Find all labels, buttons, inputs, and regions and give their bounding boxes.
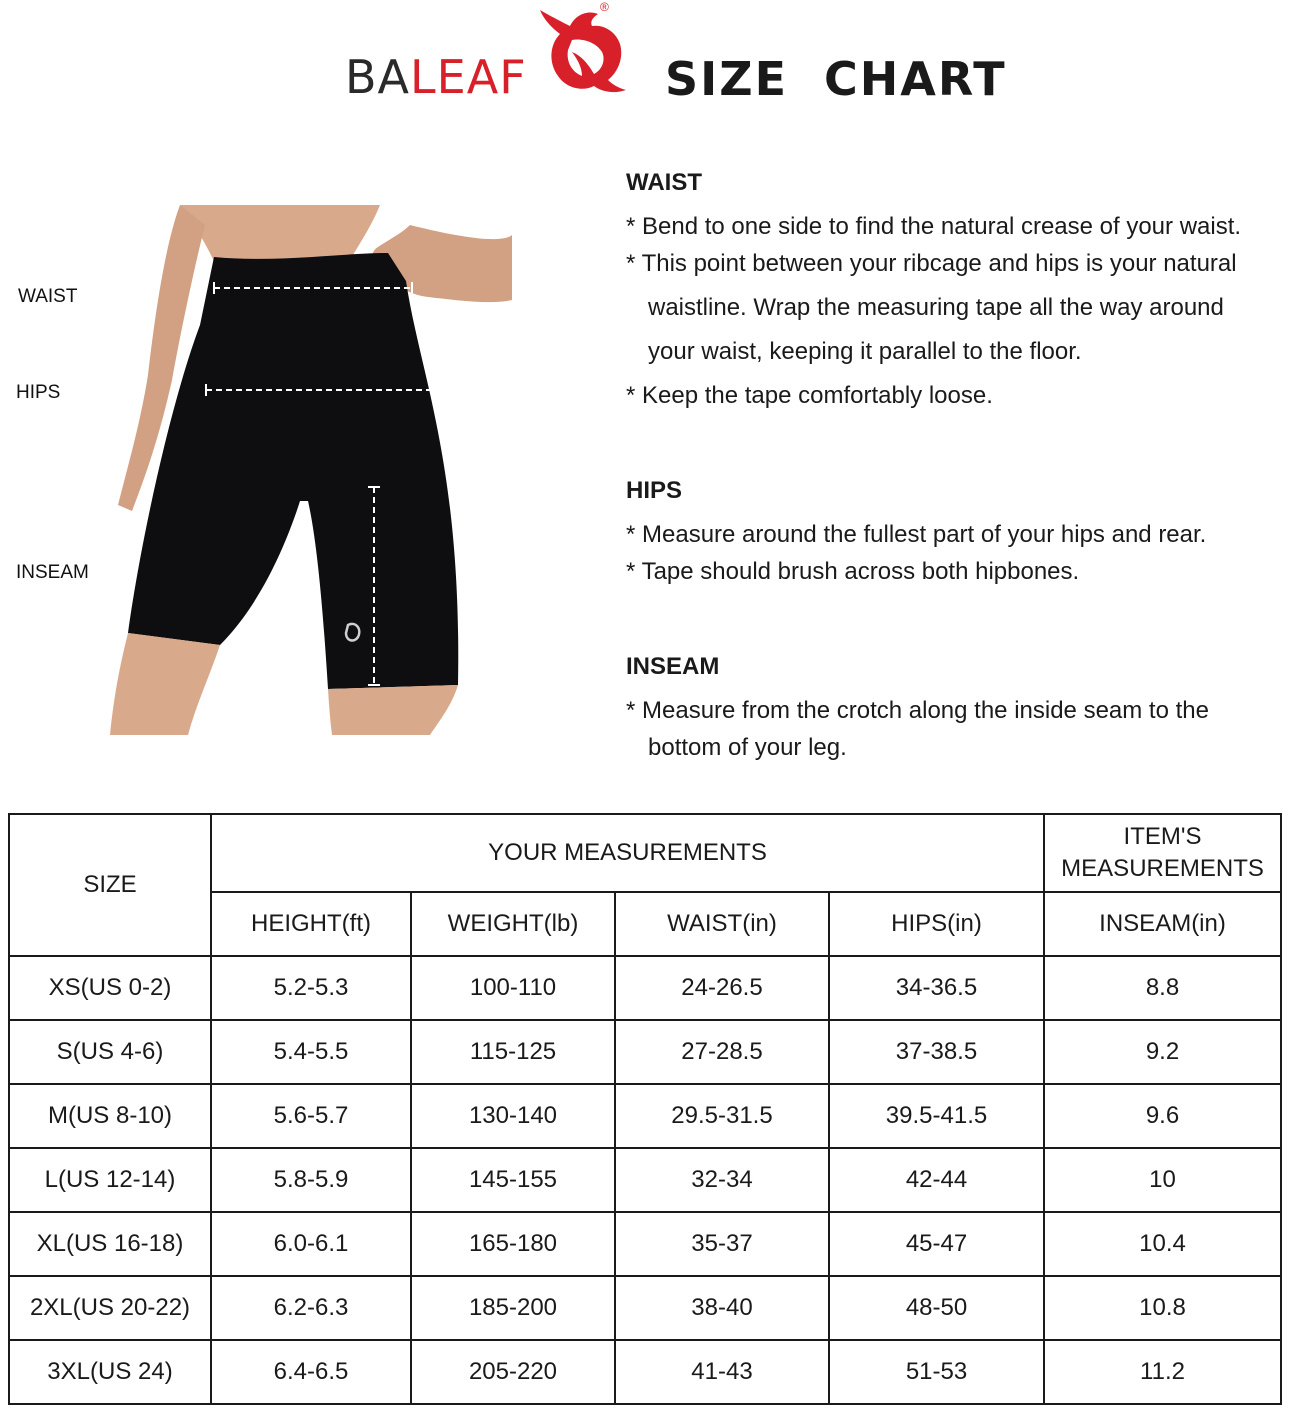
waist-line-2: * This point between your ribcage and hips is your natural [626, 250, 1237, 277]
table-cell: 38-40 [615, 1276, 829, 1340]
inseam-line-2: bottom of your leg. [648, 734, 847, 761]
shorts-model-illustration [110, 205, 512, 735]
column-header: HEIGHT(ft) [211, 892, 411, 956]
table-cell: 9.2 [1044, 1020, 1281, 1084]
table-cell: 11.2 [1044, 1340, 1281, 1404]
table-cell: 130-140 [411, 1084, 615, 1148]
table-cell: 34-36.5 [829, 956, 1044, 1020]
hips-instructions [626, 475, 1290, 594]
brand-wordmark: BALEAF [345, 50, 527, 104]
table-cell: 51-53 [829, 1340, 1044, 1404]
figure-label-hips: HIPS [16, 382, 61, 403]
table-cell: 5.8-5.9 [211, 1148, 411, 1212]
table-cell: 145-155 [411, 1148, 615, 1212]
inseam-instructions [626, 651, 1290, 770]
table-cell: 10.8 [1044, 1276, 1281, 1340]
table-header-row [9, 814, 1281, 892]
column-header: WEIGHT(lb) [411, 892, 615, 956]
page-title: SIZE CHART [665, 52, 1007, 106]
table-cell: 165-180 [411, 1212, 615, 1276]
hips-line-2: * Tape should brush across both hipbones. [626, 558, 1080, 585]
table-cell: 32-34 [615, 1148, 829, 1212]
items-measurements-header: ITEM'S MEASUREMENTS [1044, 814, 1281, 892]
table-cell: 8.8 [1044, 956, 1281, 1020]
size-cell: 2XL(US 20-22) [9, 1276, 211, 1340]
leaf-flame-logo-icon [532, 4, 632, 96]
size-cell: M(US 8-10) [9, 1084, 211, 1148]
table-cell: 29.5-31.5 [615, 1084, 829, 1148]
table-row [9, 1148, 1281, 1212]
table-cell: 5.2-5.3 [211, 956, 411, 1020]
table-cell: 9.6 [1044, 1084, 1281, 1148]
size-cell: L(US 12-14) [9, 1148, 211, 1212]
table-cell: 41-43 [615, 1340, 829, 1404]
size-cell: XL(US 16-18) [9, 1212, 211, 1276]
table-row [9, 1212, 1281, 1276]
hips-line-1: * Measure around the fullest part of your hips and rear. [626, 521, 1207, 548]
column-header: INSEAM(in) [1044, 892, 1281, 956]
table-cell: 10 [1044, 1148, 1281, 1212]
table-cell: 24-26.5 [615, 956, 829, 1020]
table-row [9, 1340, 1281, 1404]
table-cell: 6.2-6.3 [211, 1276, 411, 1340]
header [0, 0, 1290, 120]
table-cell: 42-44 [829, 1148, 1044, 1212]
table-cell: 39.5-41.5 [829, 1084, 1044, 1148]
waist-line-5: * Keep the tape comfortably loose. [626, 382, 993, 409]
waist-heading: WAIST [626, 169, 702, 196]
registered-mark: ® [600, 0, 609, 14]
table-cell: 6.0-6.1 [211, 1212, 411, 1276]
inseam-heading: INSEAM [626, 653, 720, 680]
size-header: SIZE [9, 814, 211, 956]
table-row [9, 956, 1281, 1020]
waist-line-3: waistline. Wrap the measuring tape all the way around [648, 294, 1224, 321]
size-table [8, 813, 1282, 1405]
hips-heading: HIPS [626, 477, 683, 504]
figure-label-waist: WAIST [18, 286, 78, 307]
size-cell: 3XL(US 24) [9, 1340, 211, 1404]
size-cell: S(US 4-6) [9, 1020, 211, 1084]
table-cell: 205-220 [411, 1340, 615, 1404]
inseam-line-1: * Measure from the crotch along the inside seam to the [626, 697, 1209, 724]
table-cell: 37-38.5 [829, 1020, 1044, 1084]
table-cell: 100-110 [411, 956, 615, 1020]
table-row [9, 1276, 1281, 1340]
table-cell: 48-50 [829, 1276, 1044, 1340]
table-cell: 6.4-6.5 [211, 1340, 411, 1404]
table-cell: 5.6-5.7 [211, 1084, 411, 1148]
waist-line-4: your waist, keeping it parallel to the floor. [648, 338, 1082, 365]
waist-instructions [626, 167, 1290, 418]
figure-label-inseam: INSEAM [16, 562, 89, 583]
table-cell: 35-37 [615, 1212, 829, 1276]
column-header: HIPS(in) [829, 892, 1044, 956]
waist-line-1: * Bend to one side to find the natural crease of your waist. [626, 213, 1242, 240]
your-measurements-header: YOUR MEASUREMENTS [211, 814, 1044, 892]
table-cell: 45-47 [829, 1212, 1044, 1276]
table-body [9, 956, 1281, 1404]
table-cell: 5.4-5.5 [211, 1020, 411, 1084]
table-cell: 10.4 [1044, 1212, 1281, 1276]
table-row [9, 1020, 1281, 1084]
table-cell: 27-28.5 [615, 1020, 829, 1084]
table-row [9, 1084, 1281, 1148]
table-cell: 185-200 [411, 1276, 615, 1340]
size-cell: XS(US 0-2) [9, 956, 211, 1020]
table-cell: 115-125 [411, 1020, 615, 1084]
column-header: WAIST(in) [615, 892, 829, 956]
